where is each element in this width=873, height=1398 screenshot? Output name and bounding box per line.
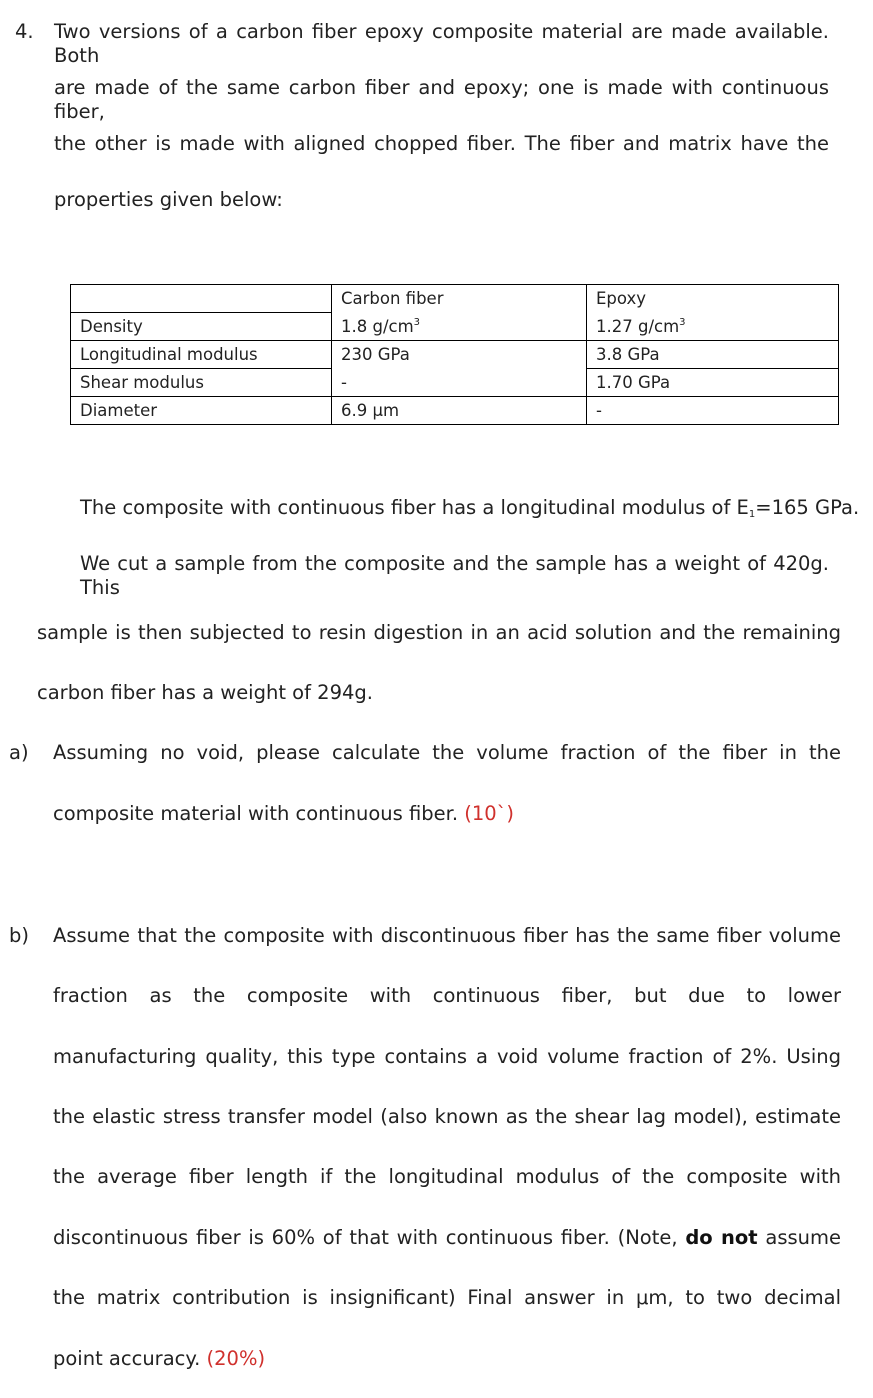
body-line-2: We cut a sample from the composite and the sample has a weight of 420g. This bbox=[80, 552, 829, 599]
epoxy-diameter: - bbox=[587, 397, 839, 425]
intro-line-4: properties given below: bbox=[54, 188, 283, 211]
fiber-shear-modulus: - bbox=[332, 369, 587, 397]
fiber-diameter: 6.9 μm bbox=[332, 397, 587, 425]
part-a-line-1: Assuming no void, please calculate the volume fraction of the fiber in the bbox=[53, 741, 841, 764]
table-row-longitudinal-modulus bbox=[71, 341, 839, 369]
part-b-line-4: the elastic stress transfer model (also known as the shear lag model), estimate bbox=[53, 1105, 841, 1128]
fiber-modulus: 230 GPa bbox=[332, 341, 587, 369]
part-b-points: (20%) bbox=[206, 1347, 266, 1370]
fiber-density: 1.8 $g/cm^3$ bbox=[332, 313, 587, 341]
row-label: Shear modulus bbox=[71, 369, 332, 397]
part-a-line-2: composite material with continuous fiber. (10`) bbox=[53, 802, 515, 825]
intro-line-1: Two versions of a carbon fiber epoxy composite material are made available. Both bbox=[54, 20, 829, 67]
table-header-cell bbox=[71, 285, 332, 313]
table-header-row bbox=[71, 285, 839, 313]
question-number: 4. bbox=[15, 20, 34, 43]
body-line-1: The composite with continuous fiber has a longitudinal modulus of $E_1=165$ GPa. bbox=[80, 496, 860, 520]
part-b-marker: b) bbox=[9, 924, 29, 947]
part-b-line-6: discontinuous fiber is 60% of that with continuous fiber. (Note, do not assume bbox=[53, 1226, 841, 1249]
part-b-line-3: manufacturing quality, this type contains a void volume fraction of 2%. Using bbox=[53, 1045, 841, 1068]
table-row-diameter bbox=[71, 397, 839, 425]
intro-line-2: are made of the same carbon fiber and epoxy; one is made with continuous fiber, bbox=[54, 76, 829, 123]
part-a-points: (10`) bbox=[464, 802, 515, 825]
part-b-line-8: point accuracy. (20%) bbox=[53, 1347, 266, 1370]
part-b-line-2: fraction as the composite with continuous fiber, but due to lower bbox=[53, 984, 841, 1007]
part-b-line-1: Assume that the composite with discontinuous fiber has the same fiber volume bbox=[53, 924, 841, 947]
table-row-density bbox=[71, 313, 839, 341]
row-label: Diameter bbox=[71, 397, 332, 425]
table-row-shear-modulus bbox=[71, 369, 839, 397]
part-b-line-7: the matrix contribution is insignificant) Final answer in μm, to two decimal bbox=[53, 1286, 841, 1309]
epoxy-modulus: 3.8 GPa bbox=[587, 341, 839, 369]
epoxy-density: 1.27 $g/cm^3$ bbox=[587, 313, 839, 341]
intro-line-3: the other is made with aligned chopped fiber. The fiber and matrix have the bbox=[54, 132, 829, 155]
properties-table bbox=[70, 284, 839, 425]
body-line-4: carbon fiber has a weight of 294g. bbox=[37, 681, 373, 704]
table-header-epoxy: Epoxy bbox=[587, 285, 839, 313]
row-label: Longitudinal modulus bbox=[71, 341, 332, 369]
part-b-line-5: the average fiber length if the longitudinal modulus of the composite with bbox=[53, 1165, 841, 1188]
body-line-3: sample is then subjected to resin digestion in an acid solution and the remaining bbox=[37, 621, 841, 644]
epoxy-shear-modulus: 1.70 GPa bbox=[587, 369, 839, 397]
emphasis-do-not: do not bbox=[685, 1226, 758, 1249]
part-a-marker: a) bbox=[9, 741, 29, 764]
row-label: Density bbox=[71, 313, 332, 341]
table-header-carbon-fiber: Carbon fiber bbox=[332, 285, 587, 313]
